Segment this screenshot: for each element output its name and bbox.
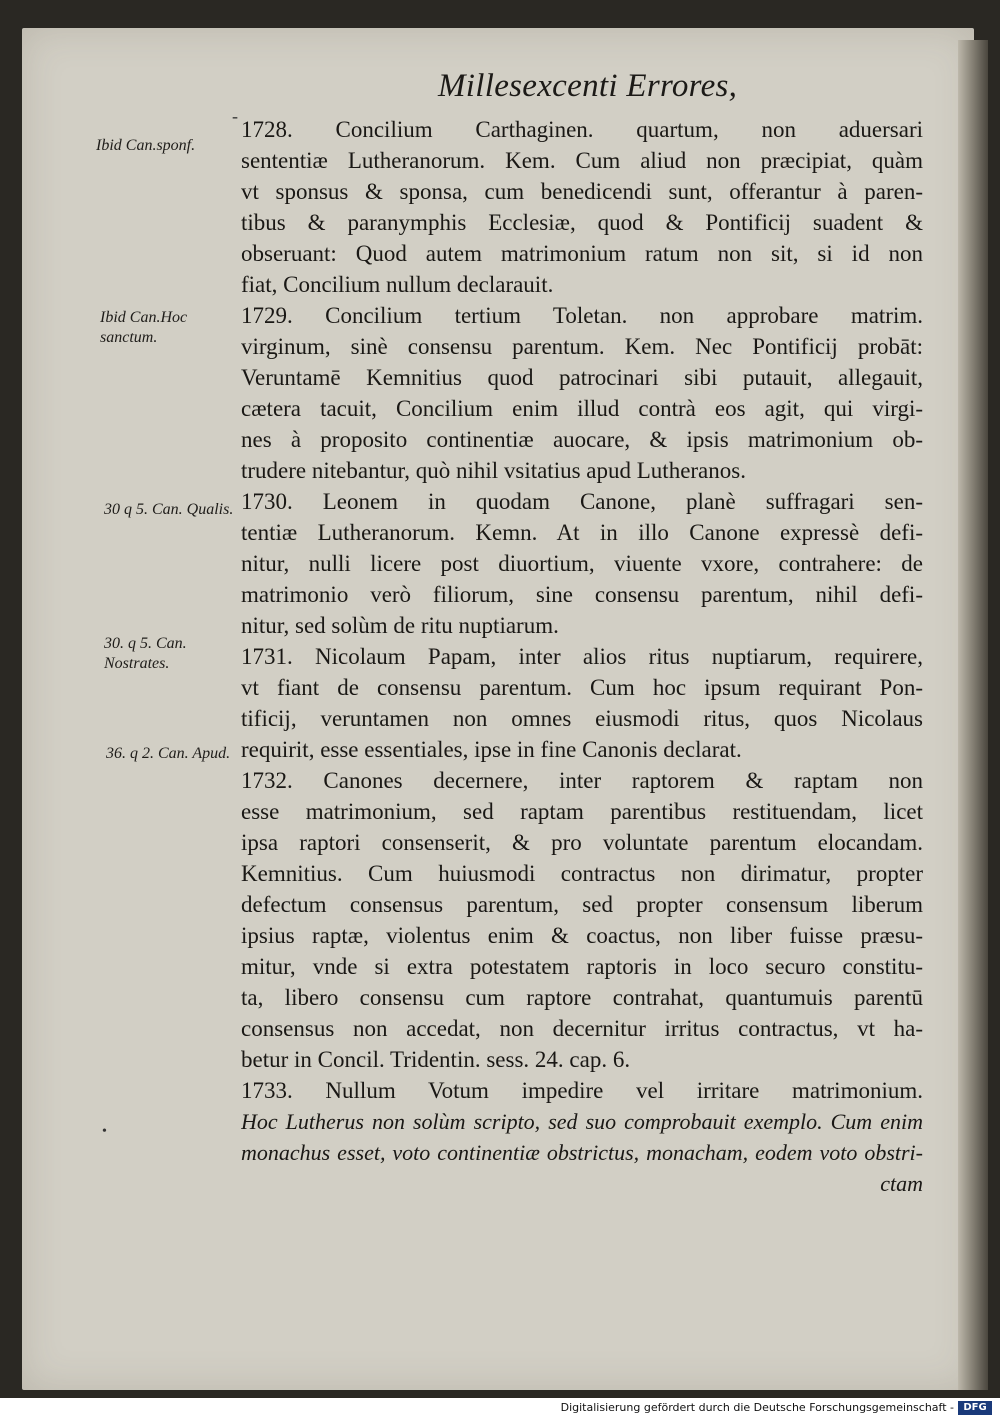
text-line: 1730. Leonem in quodam Canone, planè suffragari sen-	[241, 489, 923, 514]
text-line: sententiæ Lutheranorum. Kem. Cum aliud non præcipiat, quàm	[241, 148, 923, 173]
text-line: nes à proposito continentiæ auocare, & ipsis matrimonium ob-	[241, 427, 923, 452]
margin-note: Ibid Can.Hoc sanctum.	[100, 309, 188, 346]
running-head: Millesexcenti Errores,	[438, 68, 738, 104]
text-line: ipsa raptori consenserit, & pro voluntate parentum elocandam.	[241, 830, 923, 855]
text-line: 1732. Canones decernere, inter raptorem & raptam non	[241, 768, 923, 793]
text-line: virginum, sinè consensu parentum. Kem. Nec Pontificij probāt:	[241, 334, 923, 359]
text-line: tibus & paranymphis Ecclesiæ, quod & Pontificij suadent &	[241, 210, 923, 235]
dfg-logo: DFG	[958, 1401, 992, 1415]
top-mark: -	[232, 106, 238, 126]
text-line: 1733. Nullum Votum impedire vel irritare matrimonium.	[241, 1078, 923, 1103]
text-line: vt sponsus & sponsa, cum benedicendi sunt, offerantur à paren-	[241, 179, 923, 204]
text-line: betur in Concil. Tridentin. sess. 24. cap. 6.	[241, 1047, 631, 1072]
text-line: monachus esset, voto continentiæ obstrictus, monacham, eodem voto obstri-	[241, 1140, 923, 1165]
margin-note: 30 q 5. Can. Qualis.	[104, 501, 234, 518]
text-line: nitur, sed solùm de ritu nuptiarum.	[241, 613, 559, 638]
bottom-mark: •	[102, 1124, 107, 1139]
margin-note: 36. q 2. Can. Apud.	[106, 745, 231, 762]
text-line: mitur, vnde si extra potestatem raptoris in loco securo constitu-	[241, 954, 923, 979]
text-line: Veruntamē Kemnitius quod patrocinari sibi putauit, allegauit,	[241, 365, 923, 390]
text-line: tentiæ Lutheranorum. Kemn. At in illo Canone expressè defi-	[241, 520, 923, 545]
text-line: consensus non accedat, non decernitur irritus contractus, vt ha-	[241, 1016, 923, 1041]
text-line: fiat, Concilium nullum declarauit.	[241, 272, 554, 297]
text-line: requirit, esse essentiales, ipse in fine Canonis declarat.	[241, 737, 742, 762]
text-line: matrimonio verò filiorum, sine consensu parentum, nihil defi-	[241, 582, 923, 607]
text-line: Kemnitius. Cum huiusmodi contractus non dirimatur, propter	[241, 861, 923, 886]
text-line: cætera tacuit, Concilium enim illud contrà eos agit, qui virgi-	[241, 396, 923, 421]
digitization-credit: Digitalisierung gefördert durch die Deutsche Forschungsgemeinschaft -	[560, 1401, 954, 1414]
text-line: nitur, nulli licere post diuortium, viuente vxore, contrahere: de	[241, 551, 923, 576]
text-line: esse matrimonium, sed raptam parentibus restituendam, licet	[241, 799, 923, 824]
text-line: 1728. Concilium Carthaginen. quartum, non aduersari	[241, 117, 923, 142]
book-spine-shadow	[958, 40, 988, 1390]
text-line: ipsius raptæ, violentus enim & coactus, non liber fuisse præsu-	[241, 923, 923, 948]
text-line: ta, libero consensu cum raptore contrahat, quantumuis parentū	[241, 985, 923, 1010]
margin-note: 30. q 5. Can. Nostrates.	[104, 635, 187, 672]
text-line: tificij, veruntamen non omnes eiusmodi ritus, quos Nicolaus	[241, 706, 923, 731]
text-line: trudere nitebantur, quò nihil vsitatius apud Lutheranos.	[241, 458, 746, 483]
text-line: defectum consensus parentum, sed propter consensum liberum	[241, 892, 923, 917]
text-line: 1731. Nicolaum Papam, inter alios ritus nuptiarum, requirere,	[241, 644, 923, 669]
margin-note: Ibid Can.sponf.	[96, 137, 196, 154]
text-line: Hoc Lutherus non solùm scripto, sed suo comprobauit exemplo. Cum enim	[241, 1109, 923, 1134]
text-line: 1729. Concilium tertium Toletan. non approbare matrim.	[241, 303, 923, 328]
text-line: vt fiant de consensu parentum. Cum hoc ipsum requirant Pon-	[241, 675, 923, 700]
text-line: obseruant: Quod autem matrimonium ratum non sit, si id non	[241, 241, 923, 266]
catchword: ctam	[880, 1171, 923, 1196]
